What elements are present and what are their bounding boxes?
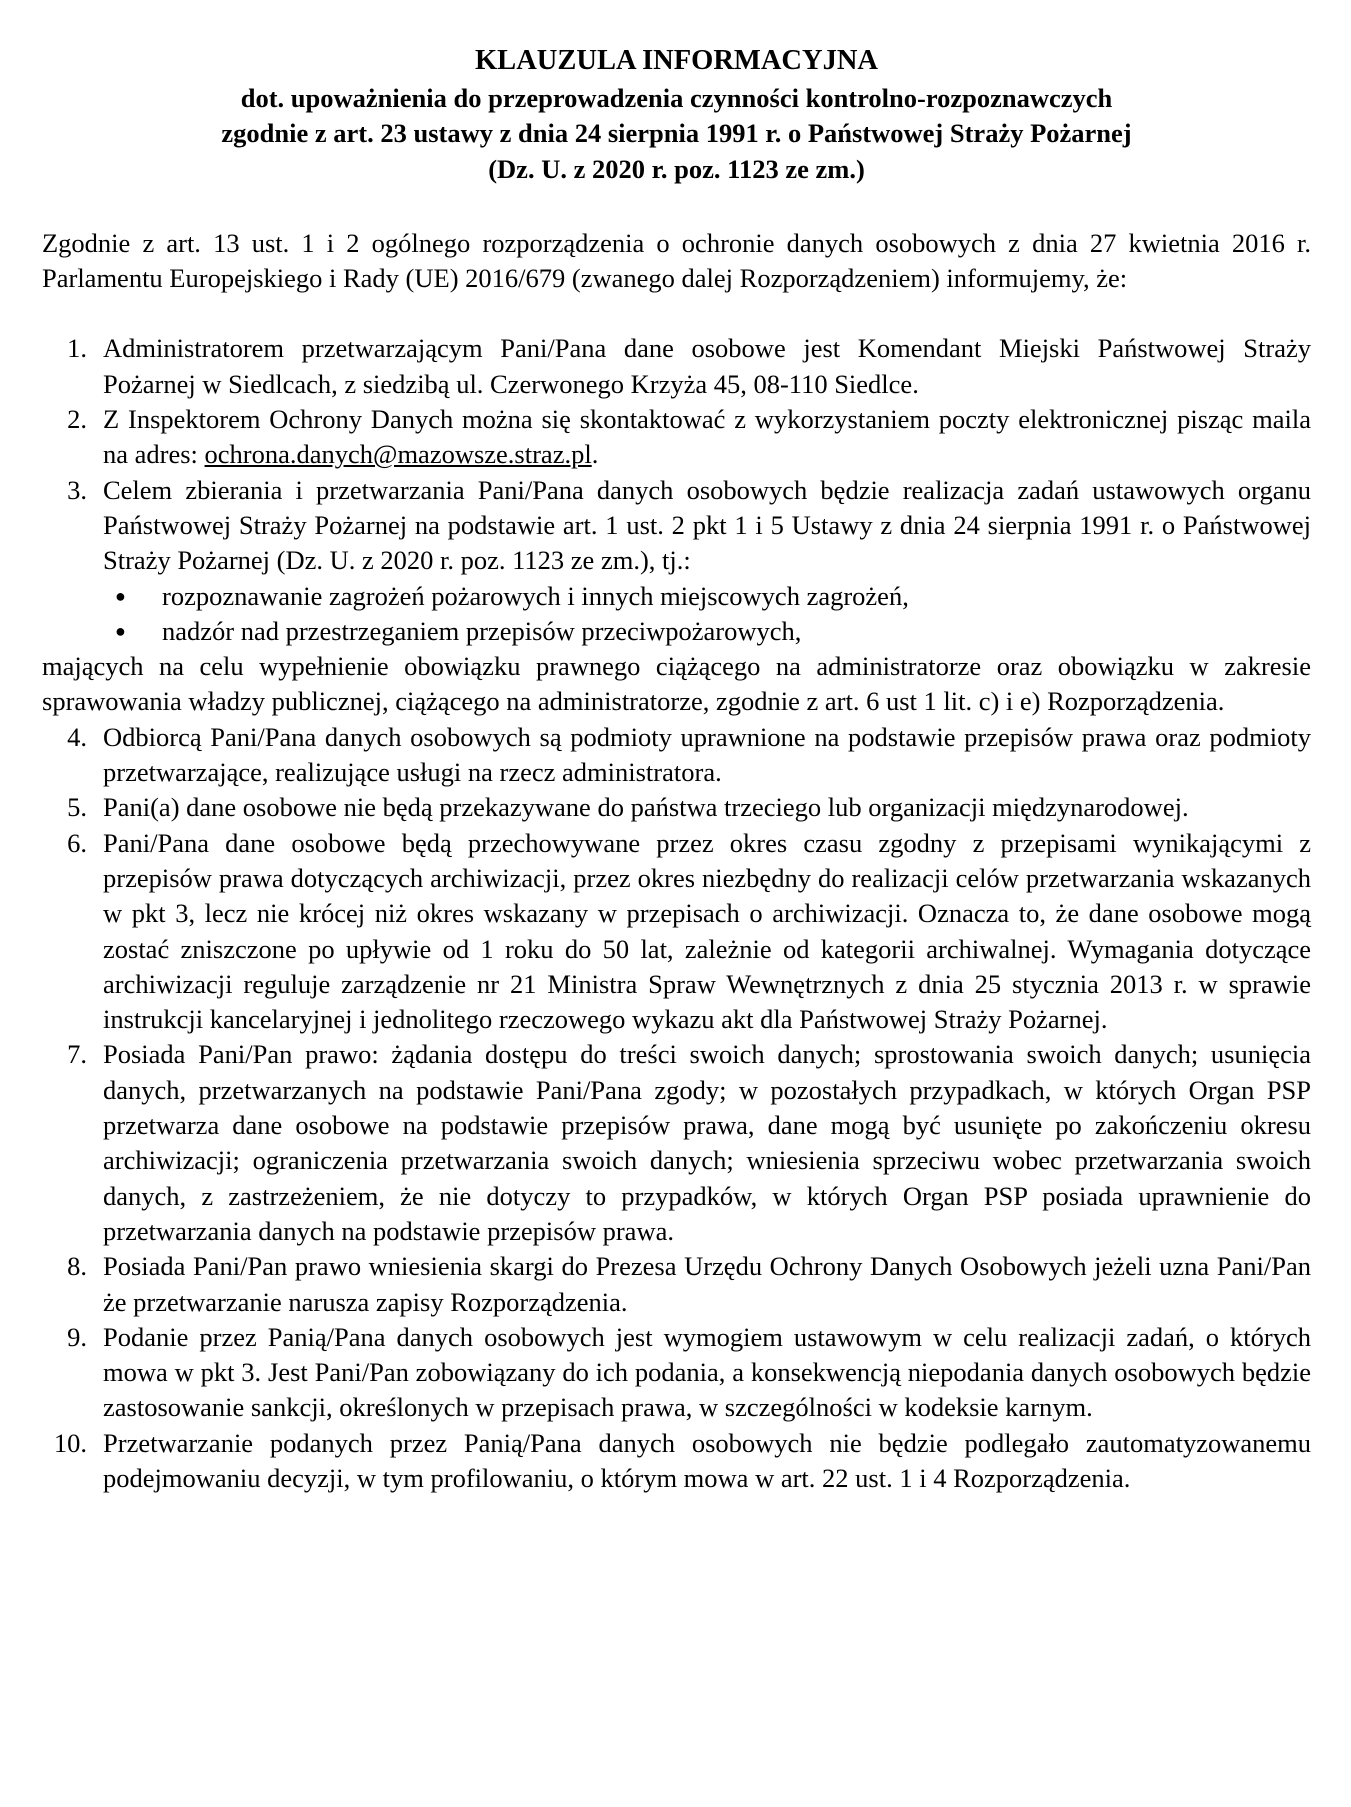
clause-item-4 [42, 720, 1311, 791]
clause-text-end: . [591, 439, 599, 470]
clause-number: 3. [67, 474, 87, 505]
clause-item-10 [42, 1426, 1311, 1497]
clause-number: 6. [67, 827, 87, 858]
clause-text: Posiada Pani/Pan prawo: żądania dostępu do treści swoich danych; sprostowania swoich danych; usunięcia danych, przetwarzanych na podstawie Pani/Pana zgody; w pozostałych przypadkach, w których Organ PSP przetwarza dane osobowe na podstawie przepisów prawa, dane mogą być usunięte po zakończeniu okresu archiwizacji; ograniczenia przetwarzania swoich danych; wniesienia sprzeciwu wobec przetwarzania swoich danych, z zastrzeżeniem, że nie dotyczy to przypadków, w których Organ PSP posiada uprawnienie do przetwarzania danych na podstawie przepisów prawa. [103, 1039, 1311, 1246]
document-subtitle-line-3: (Dz. U. z 2020 r. poz. 1123 ze zm.) [488, 153, 865, 184]
clause-item-8 [42, 1249, 1311, 1320]
clause-text: Pani(a) dane osobowe nie będą przekazywane do państwa trzeciego lub organizacji międzynarodowej. [103, 792, 1189, 823]
clause-item-2 [42, 402, 1311, 473]
purpose-bullet-item [103, 579, 1311, 614]
clause-number: 9. [67, 1321, 87, 1352]
clause-number: 8. [67, 1251, 87, 1282]
clause-number: 1. [67, 333, 87, 364]
clause-item-6 [42, 826, 1311, 1038]
document-subtitle-line-2: zgodnie z art. 23 ustawy z dnia 24 sierpnia 1991 r. o Państwowej Straży Pożarnej [221, 118, 1132, 149]
clause-text: Podanie przez Panią/Pana danych osobowych jest wymogiem ustawowym w celu realizacji zadań, o których mowa w pkt 3. Jest Pani/Pan zobowiązany do ich podania, a konsekwencją niepodania danych osobowych będzie zastosowanie sankcji, określonych w przepisach prawa, w szczególności w kodeksie karnym. [103, 1321, 1311, 1423]
clause-text: Posiada Pani/Pan prawo wniesienia skargi do Prezesa Urzędu Ochrony Danych Osobowych jeżeli uzna Pani/Pan że przetwarzanie narusza zapisy Rozporządzenia. [103, 1251, 1311, 1317]
purpose-bullet-list [103, 579, 1311, 650]
clause-item-1 [42, 331, 1311, 402]
clause-number: 4. [67, 721, 87, 752]
clause-text: Celem zbierania i przetwarzania Pani/Pana danych osobowych będzie realizacja zadań ustawowych organu Państwowej Straży Pożarnej na podstawie art. 1 ust. 2 pkt 1 i 5 Ustawy z dnia 24 sierpnia 1991 r. o Państwowej Straży Pożarnej (Dz. U. z 2020 r. poz. 1123 ze zm.), tj.: [103, 474, 1311, 576]
clause-item-9 [42, 1320, 1311, 1426]
clause-text: Odbiorcą Pani/Pana danych osobowych są podmioty uprawnione na podstawie przepisów prawa oraz podmioty przetwarzające, realizujące usługi na rzecz administratora. [103, 721, 1311, 788]
purpose-bullet-text: rozpoznawanie zagrożeń pożarowych i innych miejscowych zagrożeń, [162, 580, 909, 611]
clause-number: 2. [67, 404, 87, 435]
purpose-bullet-text: nadzór nad przestrzeganiem przepisów przeciwpożarowych, [162, 615, 802, 646]
document-header [42, 44, 1311, 187]
clause-list [42, 331, 1311, 1496]
document-subtitle-line-1: dot. upoważnienia do przeprowadzenia czynności kontrolno-rozpoznawczych [240, 83, 1113, 113]
bullet-icon: ● [115, 620, 126, 641]
clause-text: Pani/Pana dane osobowe będą przechowywane przez okres czasu zgodny z przepisami wynikającymi z przepisów prawa dotyczących archiwizacji, przez okres niezbędny do realizacji celów przetwarzania wskazanych w pkt 3, lecz nie krócej niż okres wskazany w przepisach o archiwizacji. Oznacza to, że dane osobowe mogą zostać zniszczone po upływie od 1 roku do 50 lat, zależnie od kategorii archiwalnej. Wymagania dotyczące archiwizacji reguluje zarządzenie nr 21 Ministra Spraw Wewnętrznych z dnia 25 stycznia 2013 r. w sprawie instrukcji kancelaryjnej i jednolitego rzeczowego wykazu akt dla Państwowej Straży Pożarnej. [103, 827, 1311, 1035]
clause-number: 10. [53, 1427, 87, 1458]
bullet-icon: ● [115, 585, 126, 606]
document-title: KLAUZULA INFORMACYJNA [475, 45, 878, 76]
purpose-bullet-item [103, 614, 1311, 649]
dpo-email-link[interactable]: ochrona.danych@mazowsze.straz.pl [204, 439, 592, 470]
clause-text: Przetwarzanie podanych przez Panią/Pana danych osobowych nie będzie podlegało zautomatyzowanemu podejmowaniu decyzji, w tym profilowaniu, o którym mowa w art. 22 ust. 1 i 4 Rozporządzenia. [103, 1427, 1311, 1493]
clause-continuation: mających na celu wypełnienie obowiązku prawnego ciążącego na administratorze oraz obowiązku w zakresie sprawowania władzy publicznej, ciążącego na administratorze, zgodnie z art. 6 ust 1 lit. c) i e) Rozporządzenia. [42, 651, 1311, 717]
clause-item-5 [42, 790, 1311, 825]
clause-text: Administratorem przetwarzającym Pani/Pana dane osobowe jest Komendant Miejski Państwowej Straży Pożarnej w Siedlcach, z siedzibą ul. Czerwonego Krzyża 45, 08-110 Siedlce. [103, 333, 1311, 399]
clause-item-7 [42, 1037, 1311, 1249]
clause-item-3 [42, 473, 1311, 720]
intro-paragraph: Zgodnie z art. 13 ust. 1 i 2 ogólnego rozporządzenia o ochronie danych osobowych z dnia 27 kwietnia 2016 r. Parlamentu Europejskiego i Rady (UE) 2016/679 (zwanego dalej Rozporządzeniem) informujemy, że: [42, 227, 1311, 294]
clause-number: 7. [67, 1039, 87, 1070]
clause-number: 5. [67, 792, 87, 823]
clause-text: Z Inspektorem Ochrony Danych można się skontaktować z wykorzystaniem poczty elektronicznej pisząc maila na adres: [103, 404, 1311, 470]
